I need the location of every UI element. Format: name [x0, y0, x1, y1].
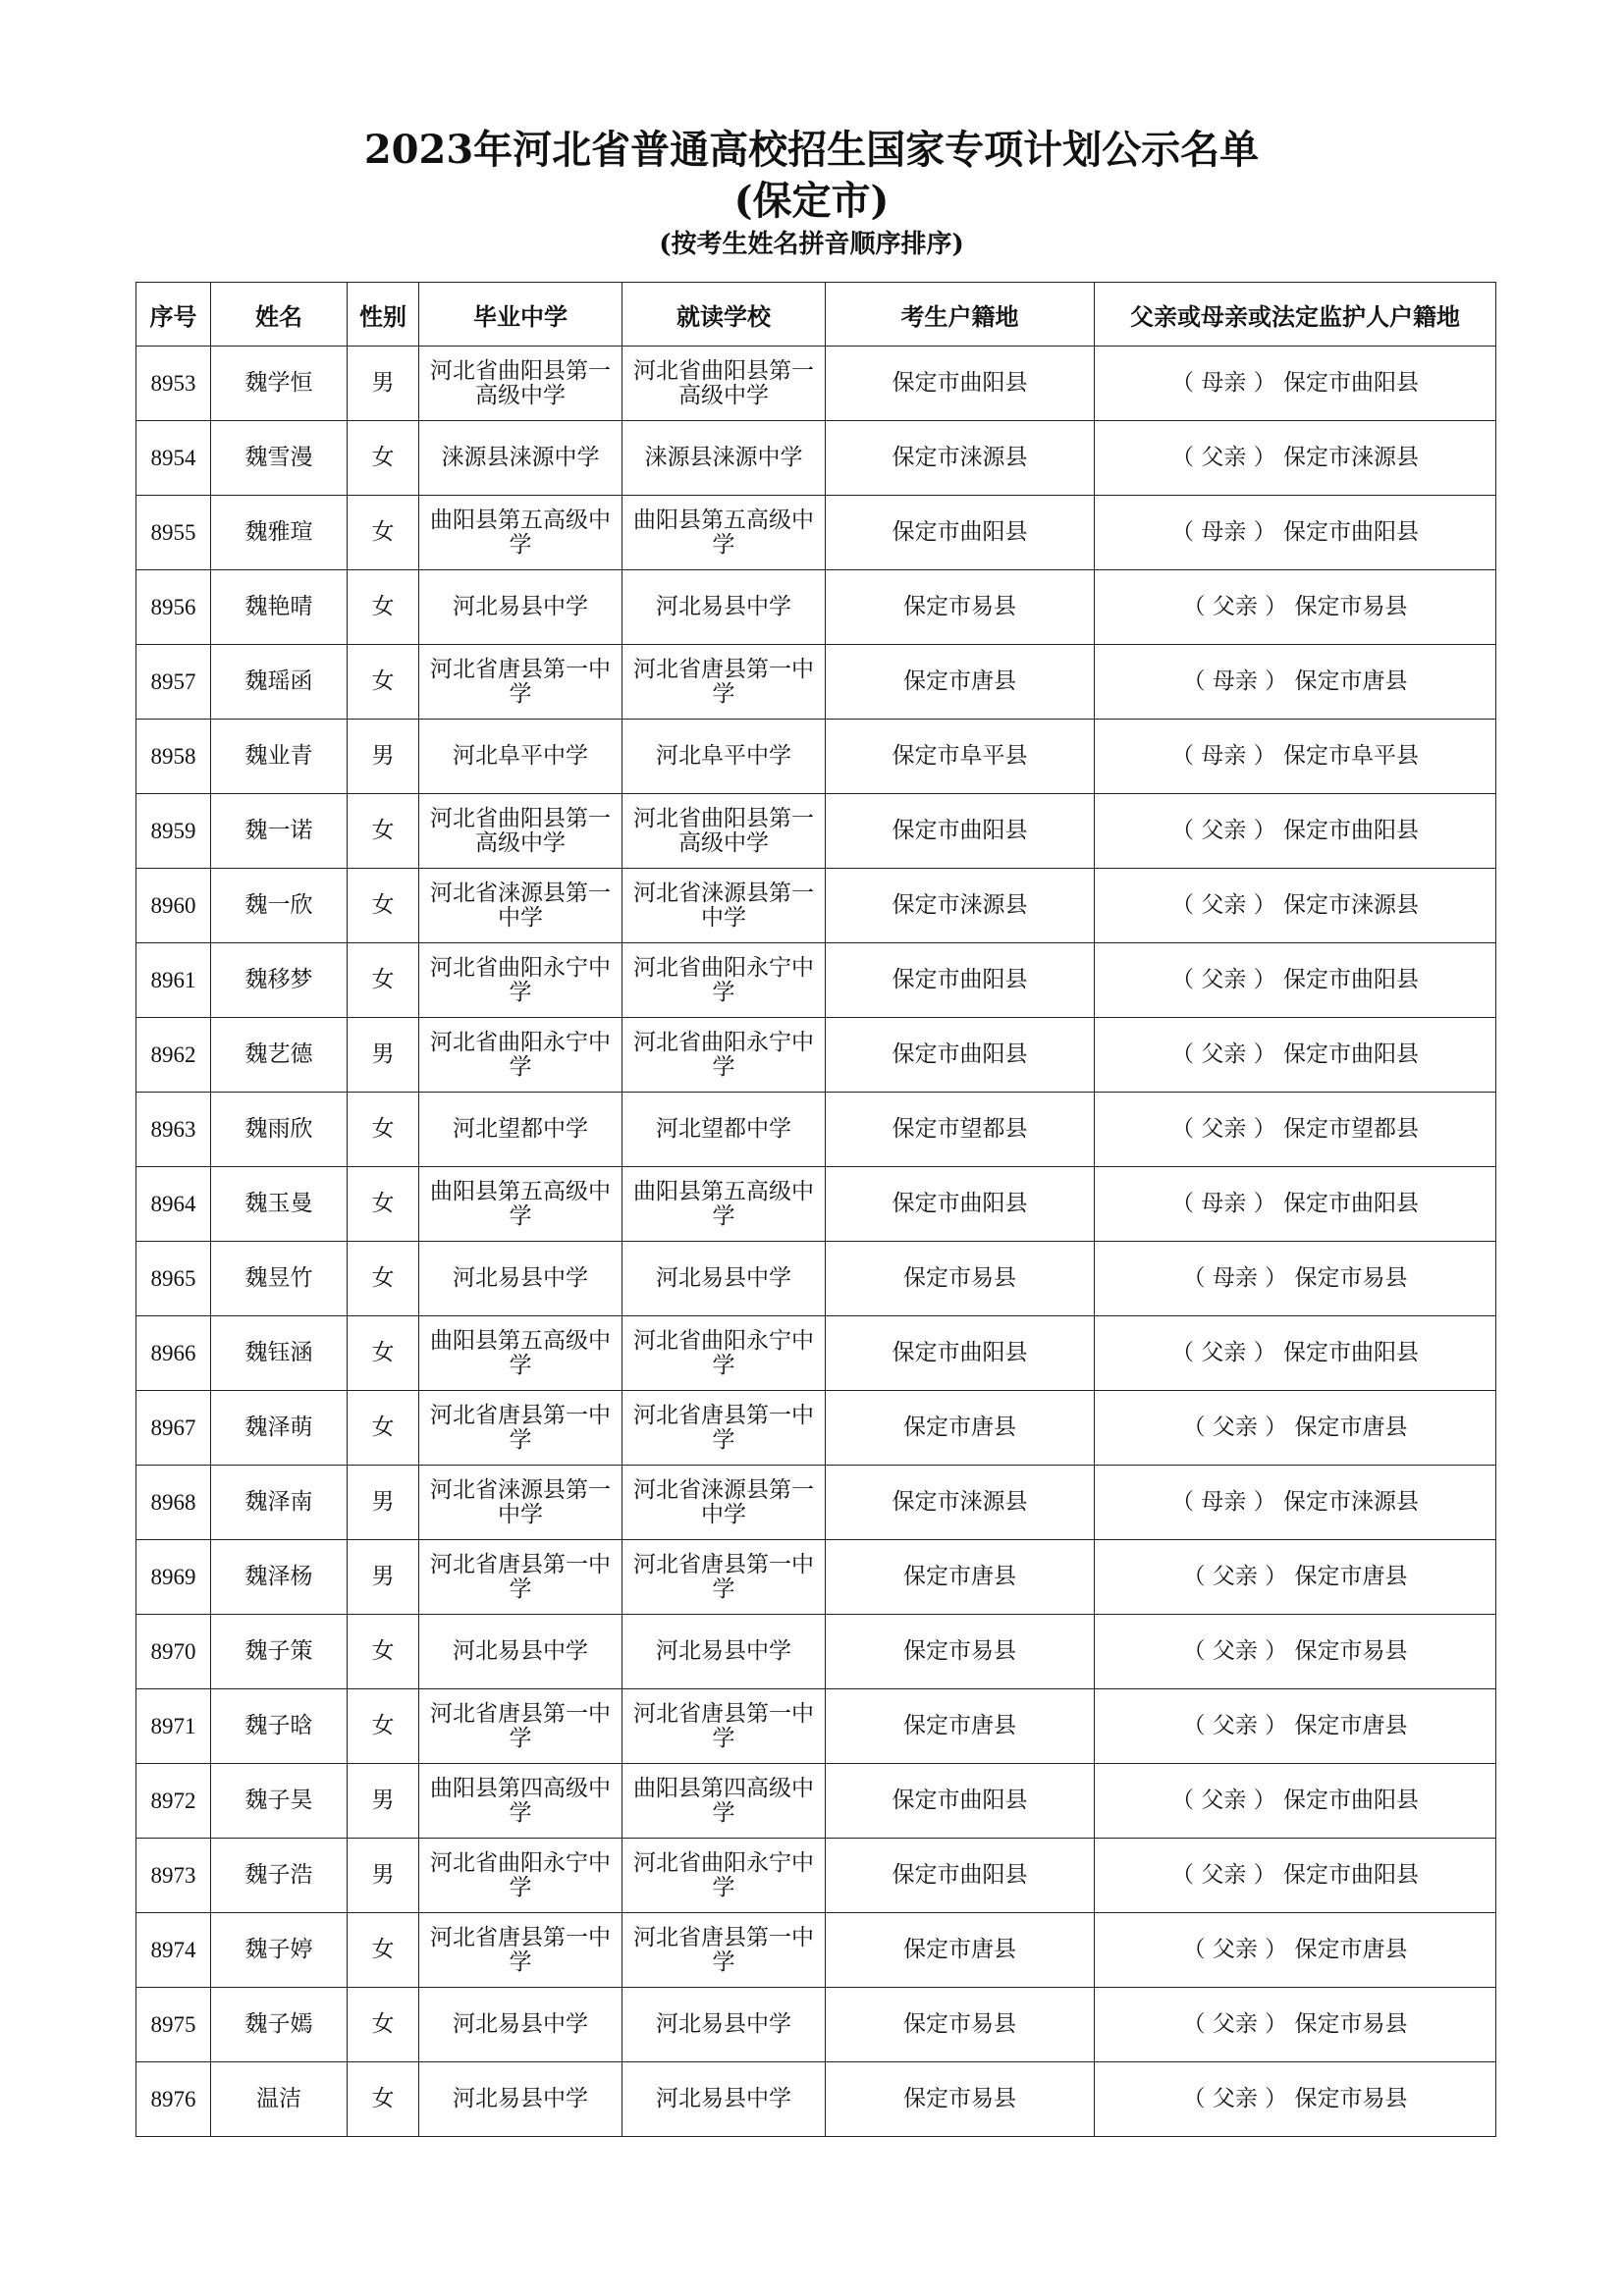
cell-hukou: 保定市望都县 — [826, 1093, 1095, 1167]
cell-grad-school: 河北望都中学 — [419, 1093, 622, 1167]
cell-seq: 8961 — [136, 943, 211, 1018]
cell-guardian-hukou: （ 父亲 ） 保定市曲阳县 — [1095, 1316, 1496, 1391]
cell-seq: 8973 — [136, 1839, 211, 1913]
cell-guardian-hukou: （ 父亲 ） 保定市唐县 — [1095, 1689, 1496, 1764]
cell-name: 魏子婷 — [211, 1913, 348, 1988]
cell-grad-school: 曲阳县第五高级中学 — [419, 1316, 622, 1391]
table-row — [136, 421, 1496, 496]
cell-seq: 8957 — [136, 645, 211, 720]
cell-gender: 女 — [348, 943, 419, 1018]
table-row — [136, 943, 1496, 1018]
cell-gender: 女 — [348, 496, 419, 570]
cell-grad-school: 河北省唐县第一中学 — [419, 645, 622, 720]
cell-seq: 8975 — [136, 1988, 211, 2062]
cell-grad-school: 河北省曲阳永宁中学 — [419, 1018, 622, 1093]
cell-gender: 女 — [348, 1391, 419, 1466]
cell-guardian-hukou: （ 父亲 ） 保定市曲阳县 — [1095, 1018, 1496, 1093]
cell-seq: 8965 — [136, 1242, 211, 1316]
cell-gender: 男 — [348, 1540, 419, 1615]
cell-grad-school: 曲阳县第五高级中学 — [419, 496, 622, 570]
roster-table — [135, 282, 1496, 2137]
cell-guardian-hukou: （ 母亲 ） 保定市唐县 — [1095, 645, 1496, 720]
cell-gender: 女 — [348, 869, 419, 943]
cell-current-school: 涞源县涞源中学 — [622, 421, 826, 496]
cell-guardian-hukou: （ 父亲 ） 保定市涞源县 — [1095, 421, 1496, 496]
cell-seq: 8954 — [136, 421, 211, 496]
cell-current-school: 河北省涞源县第一中学 — [622, 869, 826, 943]
cell-grad-school: 河北易县中学 — [419, 570, 622, 645]
cell-hukou: 保定市曲阳县 — [826, 943, 1095, 1018]
cell-grad-school: 河北省曲阳县第一高级中学 — [419, 347, 622, 421]
cell-current-school: 河北省唐县第一中学 — [622, 1540, 826, 1615]
cell-current-school: 河北省曲阳永宁中学 — [622, 943, 826, 1018]
cell-current-school: 河北省曲阳永宁中学 — [622, 1018, 826, 1093]
cell-name: 魏雨欣 — [211, 1093, 348, 1167]
cell-hukou: 保定市曲阳县 — [826, 1018, 1095, 1093]
cell-hukou: 保定市涞源县 — [826, 1466, 1095, 1540]
cell-hukou: 保定市涞源县 — [826, 869, 1095, 943]
sort-note: (按考生姓名拼音顺序排序) — [659, 230, 964, 259]
cell-name: 魏玉曼 — [211, 1167, 348, 1242]
cell-hukou: 保定市曲阳县 — [826, 1839, 1095, 1913]
cell-hukou: 保定市易县 — [826, 2062, 1095, 2137]
cell-current-school: 河北省唐县第一中学 — [622, 1391, 826, 1466]
cell-guardian-hukou: （ 父亲 ） 保定市曲阳县 — [1095, 794, 1496, 869]
cell-hukou: 保定市易县 — [826, 1242, 1095, 1316]
table-row — [136, 1018, 1496, 1093]
table-row — [136, 794, 1496, 869]
table-row — [136, 869, 1496, 943]
cell-name: 魏瑶函 — [211, 645, 348, 720]
cell-current-school: 河北省唐县第一中学 — [622, 1913, 826, 1988]
cell-current-school: 河北阜平中学 — [622, 720, 826, 794]
table-row — [136, 1242, 1496, 1316]
cell-gender: 男 — [348, 1018, 419, 1093]
cell-name: 魏钰涵 — [211, 1316, 348, 1391]
cell-guardian-hukou: （ 父亲 ） 保定市唐县 — [1095, 1540, 1496, 1615]
cell-current-school: 河北易县中学 — [622, 1988, 826, 2062]
table-row — [136, 1764, 1496, 1839]
cell-grad-school: 河北省唐县第一中学 — [419, 1540, 622, 1615]
cell-current-school: 河北易县中学 — [622, 1615, 826, 1689]
cell-grad-school: 河北易县中学 — [419, 1988, 622, 2062]
cell-current-school: 河北省曲阳县第一高级中学 — [622, 794, 826, 869]
table-row — [136, 1316, 1496, 1391]
cell-gender: 男 — [348, 1466, 419, 1540]
cell-name: 魏子浩 — [211, 1839, 348, 1913]
cell-name: 魏移梦 — [211, 943, 348, 1018]
cell-gender: 女 — [348, 1615, 419, 1689]
cell-name: 魏泽南 — [211, 1466, 348, 1540]
cell-current-school: 河北易县中学 — [622, 2062, 826, 2137]
cell-grad-school: 曲阳县第五高级中学 — [419, 1167, 622, 1242]
cell-current-school: 河北易县中学 — [622, 570, 826, 645]
table-row — [136, 1615, 1496, 1689]
table-row — [136, 1391, 1496, 1466]
table-row — [136, 720, 1496, 794]
cell-name: 魏子昊 — [211, 1764, 348, 1839]
cell-seq: 8967 — [136, 1391, 211, 1466]
cell-seq: 8960 — [136, 869, 211, 943]
cell-current-school: 河北省曲阳永宁中学 — [622, 1316, 826, 1391]
cell-hukou: 保定市涞源县 — [826, 421, 1095, 496]
table-row — [136, 1913, 1496, 1988]
roster-body — [136, 347, 1496, 2137]
cell-guardian-hukou: （ 母亲 ） 保定市曲阳县 — [1095, 347, 1496, 421]
table-row — [136, 645, 1496, 720]
cell-seq: 8969 — [136, 1540, 211, 1615]
cell-guardian-hukou: （ 父亲 ） 保定市易县 — [1095, 2062, 1496, 2137]
cell-grad-school: 河北省涞源县第一中学 — [419, 1466, 622, 1540]
cell-hukou: 保定市易县 — [826, 570, 1095, 645]
cell-hukou: 保定市唐县 — [826, 1913, 1095, 1988]
cell-seq: 8963 — [136, 1093, 211, 1167]
cell-guardian-hukou: （ 父亲 ） 保定市易县 — [1095, 1615, 1496, 1689]
cell-gender: 女 — [348, 1316, 419, 1391]
cell-guardian-hukou: （ 父亲 ） 保定市望都县 — [1095, 1093, 1496, 1167]
cell-seq: 8966 — [136, 1316, 211, 1391]
cell-current-school: 河北省唐县第一中学 — [622, 1689, 826, 1764]
cell-hukou: 保定市易县 — [826, 1988, 1095, 2062]
cell-hukou: 保定市曲阳县 — [826, 794, 1095, 869]
table-row — [136, 496, 1496, 570]
cell-grad-school: 河北阜平中学 — [419, 720, 622, 794]
cell-guardian-hukou: （ 父亲 ） 保定市曲阳县 — [1095, 1839, 1496, 1913]
cell-hukou: 保定市曲阳县 — [826, 347, 1095, 421]
cell-gender: 女 — [348, 570, 419, 645]
cell-seq: 8972 — [136, 1764, 211, 1839]
cell-seq: 8976 — [136, 2062, 211, 2137]
cell-seq: 8962 — [136, 1018, 211, 1093]
cell-seq: 8956 — [136, 570, 211, 645]
header-grad-school: 毕业中学 — [419, 283, 622, 347]
cell-gender: 男 — [348, 720, 419, 794]
cell-hukou: 保定市曲阳县 — [826, 1764, 1095, 1839]
cell-seq: 8955 — [136, 496, 211, 570]
cell-gender: 女 — [348, 421, 419, 496]
cell-seq: 8953 — [136, 347, 211, 421]
cell-name: 魏学恒 — [211, 347, 348, 421]
header-seq: 序号 — [136, 283, 211, 347]
cell-hukou: 保定市曲阳县 — [826, 1167, 1095, 1242]
cell-grad-school: 河北省唐县第一中学 — [419, 1913, 622, 1988]
cell-current-school: 河北省唐县第一中学 — [622, 645, 826, 720]
cell-hukou: 保定市唐县 — [826, 645, 1095, 720]
cell-gender: 女 — [348, 1988, 419, 2062]
cell-hukou: 保定市曲阳县 — [826, 1316, 1095, 1391]
cell-seq: 8971 — [136, 1689, 211, 1764]
cell-name: 魏泽杨 — [211, 1540, 348, 1615]
cell-grad-school: 河北易县中学 — [419, 1615, 622, 1689]
cell-current-school: 河北省曲阳县第一高级中学 — [622, 347, 826, 421]
table-row — [136, 1689, 1496, 1764]
header-name: 姓名 — [211, 283, 348, 347]
cell-seq: 8958 — [136, 720, 211, 794]
header-guardian-hukou: 父亲或母亲或法定监护人户籍地 — [1095, 283, 1496, 347]
cell-current-school: 河北省曲阳永宁中学 — [622, 1839, 826, 1913]
cell-current-school: 河北望都中学 — [622, 1093, 826, 1167]
cell-name: 魏雪漫 — [211, 421, 348, 496]
cell-gender: 女 — [348, 645, 419, 720]
cell-gender: 女 — [348, 2062, 419, 2137]
cell-current-school: 河北易县中学 — [622, 1242, 826, 1316]
cell-grad-school: 河北省唐县第一中学 — [419, 1689, 622, 1764]
cell-current-school: 曲阳县第五高级中学 — [622, 1167, 826, 1242]
cell-current-school: 曲阳县第四高级中学 — [622, 1764, 826, 1839]
header-row — [136, 283, 1496, 347]
cell-gender: 女 — [348, 1167, 419, 1242]
table-row — [136, 570, 1496, 645]
cell-name: 魏泽萌 — [211, 1391, 348, 1466]
table-row — [136, 2062, 1496, 2137]
cell-gender: 女 — [348, 1093, 419, 1167]
cell-grad-school: 河北易县中学 — [419, 2062, 622, 2137]
table-row — [136, 1093, 1496, 1167]
cell-grad-school: 曲阳县第四高级中学 — [419, 1764, 622, 1839]
cell-grad-school: 河北省涞源县第一中学 — [419, 869, 622, 943]
cell-name: 魏艺德 — [211, 1018, 348, 1093]
cell-seq: 8970 — [136, 1615, 211, 1689]
cell-grad-school: 河北省曲阳永宁中学 — [419, 943, 622, 1018]
cell-hukou: 保定市曲阳县 — [826, 496, 1095, 570]
cell-grad-school: 涞源县涞源中学 — [419, 421, 622, 496]
cell-grad-school: 河北易县中学 — [419, 1242, 622, 1316]
cell-name: 魏一欣 — [211, 869, 348, 943]
table-row — [136, 1540, 1496, 1615]
cell-gender: 男 — [348, 347, 419, 421]
table-row — [136, 1988, 1496, 2062]
cell-hukou: 保定市阜平县 — [826, 720, 1095, 794]
cell-grad-school: 河北省曲阳县第一高级中学 — [419, 794, 622, 869]
cell-guardian-hukou: （ 母亲 ） 保定市阜平县 — [1095, 720, 1496, 794]
cell-gender: 男 — [348, 1839, 419, 1913]
header-current-school: 就读学校 — [622, 283, 826, 347]
cell-gender: 女 — [348, 1913, 419, 1988]
cell-grad-school: 河北省唐县第一中学 — [419, 1391, 622, 1466]
table-row — [136, 347, 1496, 421]
cell-guardian-hukou: （ 母亲 ） 保定市曲阳县 — [1095, 496, 1496, 570]
cell-grad-school: 河北省曲阳永宁中学 — [419, 1839, 622, 1913]
cell-gender: 女 — [348, 794, 419, 869]
cell-guardian-hukou: （ 母亲 ） 保定市涞源县 — [1095, 1466, 1496, 1540]
cell-name: 魏业青 — [211, 720, 348, 794]
table-row — [136, 1167, 1496, 1242]
cell-current-school: 曲阳县第五高级中学 — [622, 496, 826, 570]
cell-hukou: 保定市唐县 — [826, 1391, 1095, 1466]
cell-guardian-hukou: （ 母亲 ） 保定市易县 — [1095, 1242, 1496, 1316]
cell-name: 魏艳晴 — [211, 570, 348, 645]
cell-name: 魏子晗 — [211, 1689, 348, 1764]
cell-guardian-hukou: （ 父亲 ） 保定市唐县 — [1095, 1391, 1496, 1466]
table-row — [136, 1839, 1496, 1913]
cell-guardian-hukou: （ 父亲 ） 保定市易县 — [1095, 1988, 1496, 2062]
cell-name: 魏子策 — [211, 1615, 348, 1689]
cell-current-school: 河北省涞源县第一中学 — [622, 1466, 826, 1540]
cell-name: 魏昱竹 — [211, 1242, 348, 1316]
cell-gender: 女 — [348, 1689, 419, 1764]
cell-name: 魏子嫣 — [211, 1988, 348, 2062]
cell-guardian-hukou: （ 父亲 ） 保定市涞源县 — [1095, 869, 1496, 943]
cell-guardian-hukou: （ 父亲 ） 保定市曲阳县 — [1095, 1764, 1496, 1839]
cell-guardian-hukou: （ 母亲 ） 保定市曲阳县 — [1095, 1167, 1496, 1242]
cell-name: 魏雅瑄 — [211, 496, 348, 570]
cell-name: 魏一诺 — [211, 794, 348, 869]
page-subtitle: (保定市) — [733, 178, 890, 224]
cell-guardian-hukou: （ 父亲 ） 保定市曲阳县 — [1095, 943, 1496, 1018]
header-gender: 性别 — [348, 283, 419, 347]
cell-seq: 8964 — [136, 1167, 211, 1242]
cell-name: 温洁 — [211, 2062, 348, 2137]
page-title: 2023年河北省普通高校招生国家专项计划公示名单 — [363, 127, 1260, 173]
cell-guardian-hukou: （ 父亲 ） 保定市唐县 — [1095, 1913, 1496, 1988]
cell-seq: 8968 — [136, 1466, 211, 1540]
table-row — [136, 1466, 1496, 1540]
cell-guardian-hukou: （ 父亲 ） 保定市易县 — [1095, 570, 1496, 645]
header-hukou: 考生户籍地 — [826, 283, 1095, 347]
cell-gender: 女 — [348, 1242, 419, 1316]
cell-hukou: 保定市唐县 — [826, 1540, 1095, 1615]
cell-hukou: 保定市唐县 — [826, 1689, 1095, 1764]
cell-seq: 8974 — [136, 1913, 211, 1988]
cell-gender: 男 — [348, 1764, 419, 1839]
cell-seq: 8959 — [136, 794, 211, 869]
cell-hukou: 保定市易县 — [826, 1615, 1095, 1689]
